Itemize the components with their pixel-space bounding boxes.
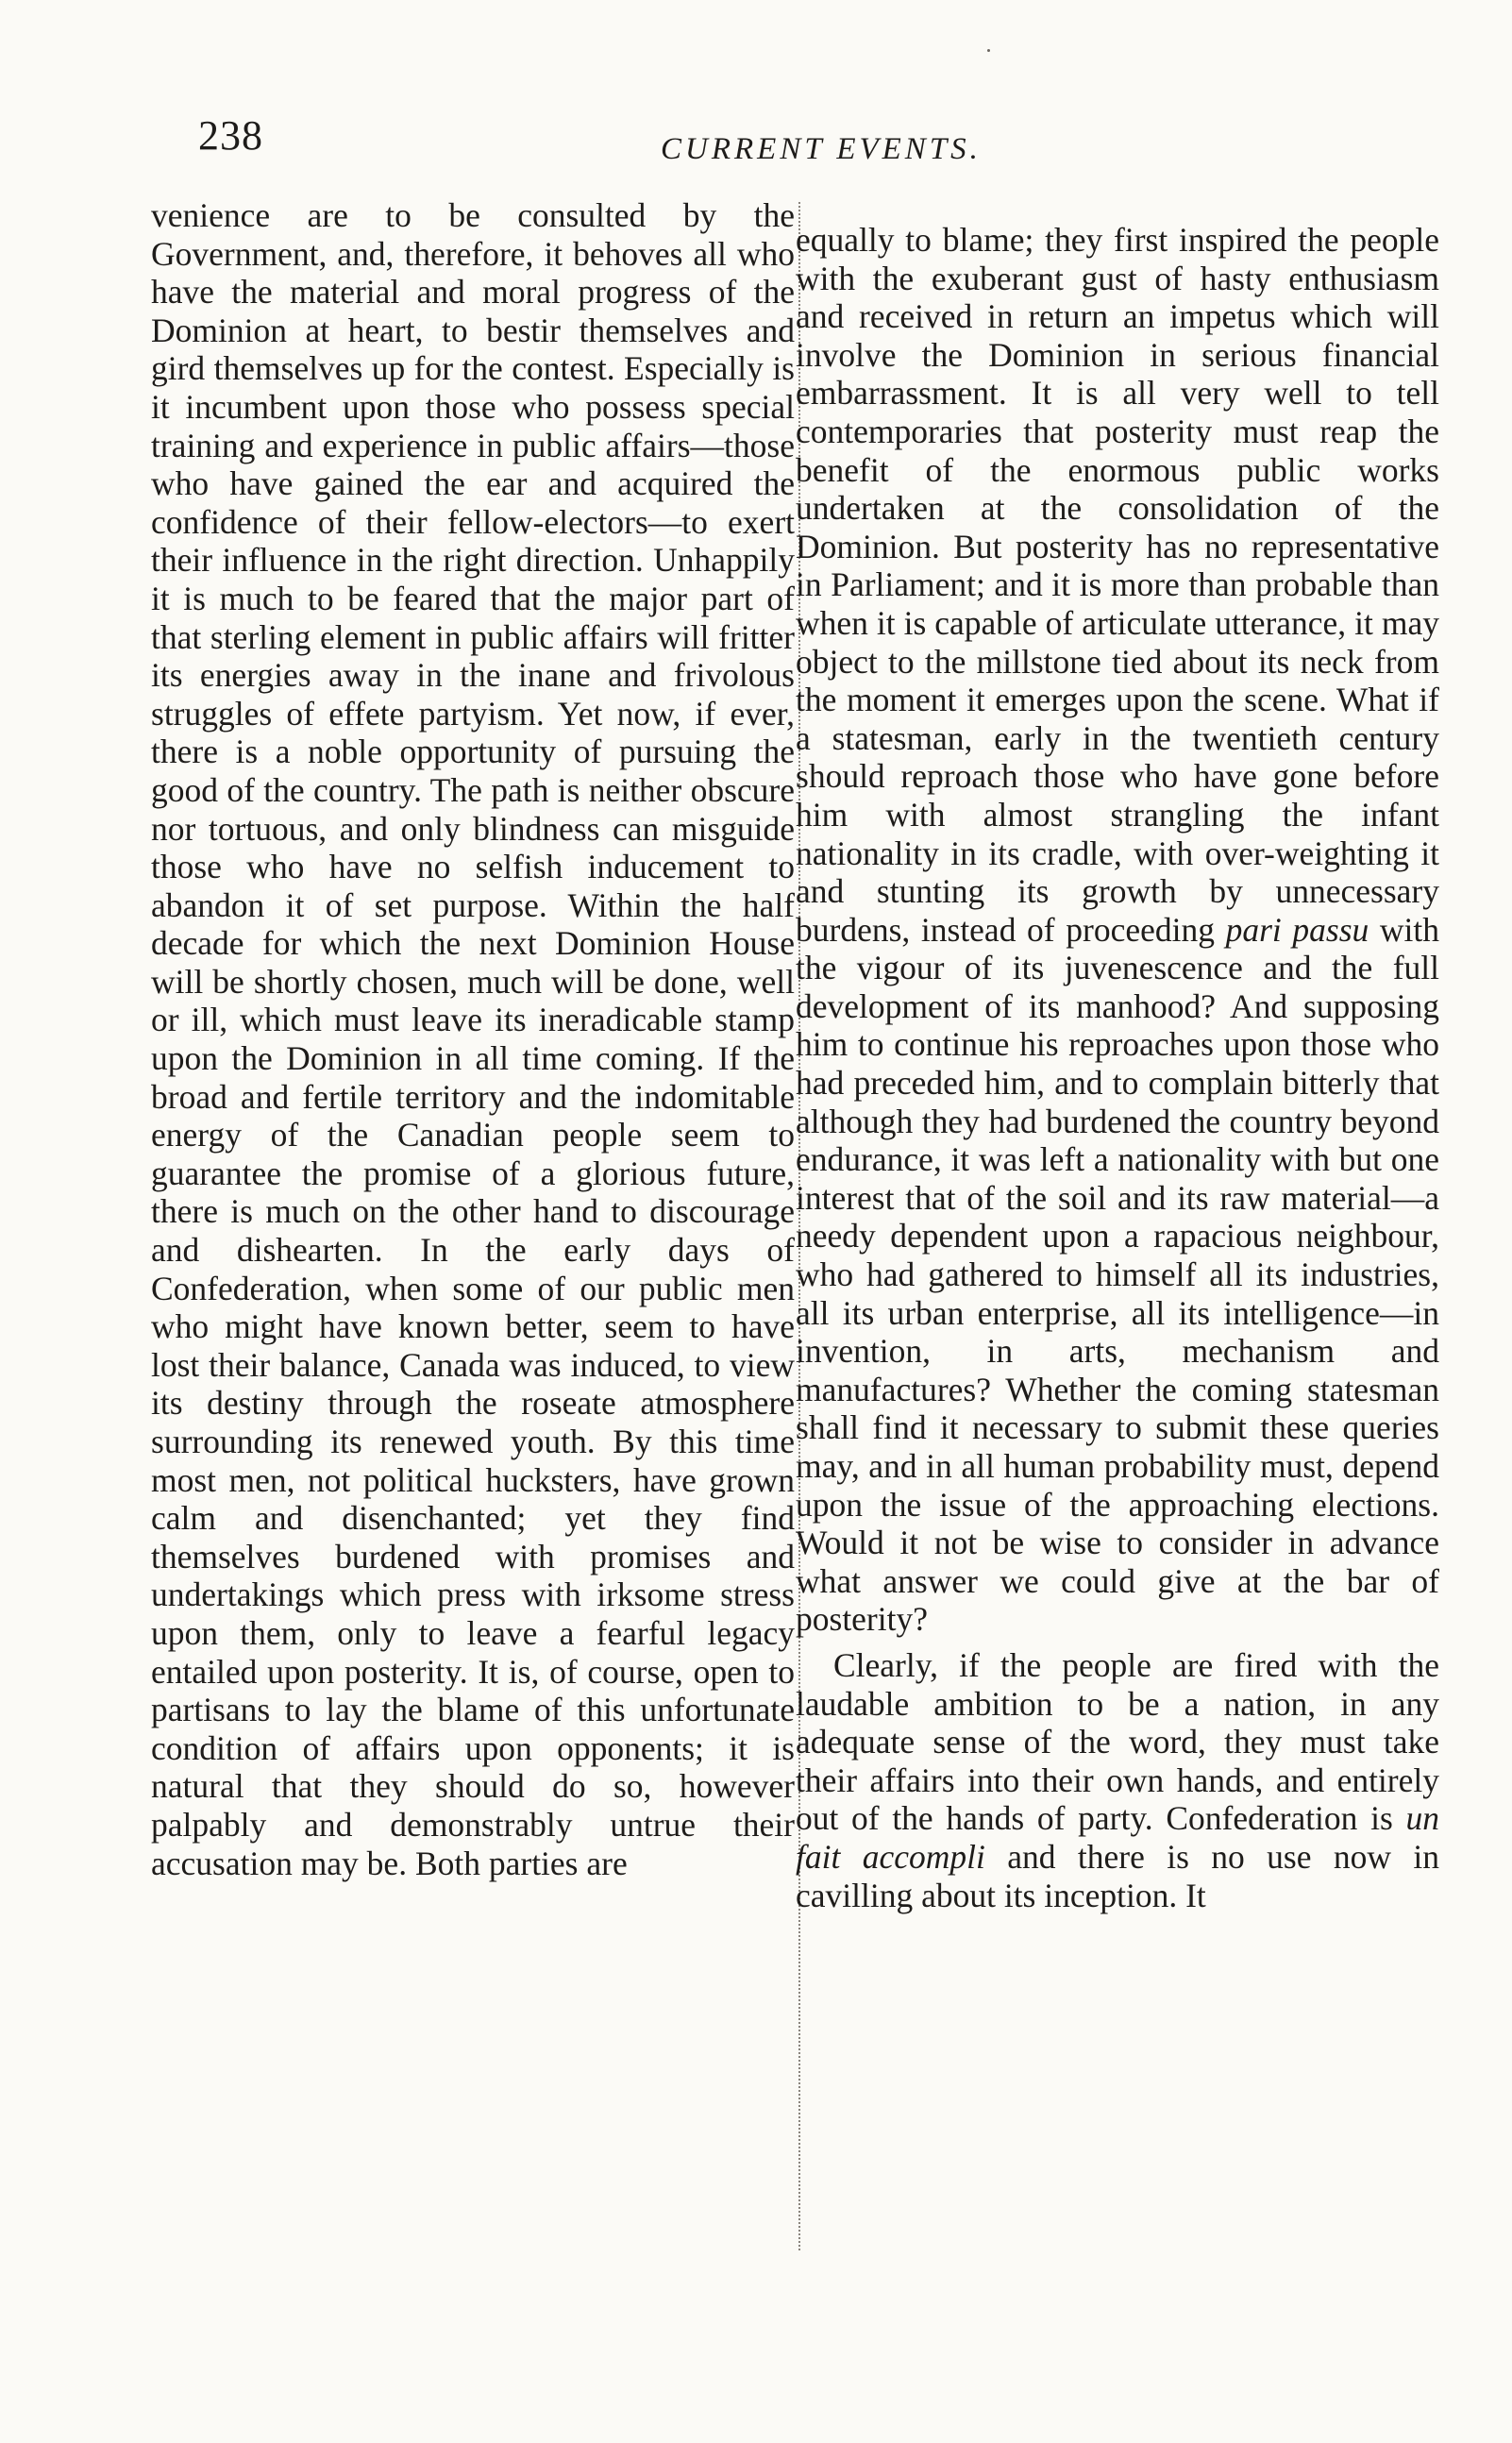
text-run: equally to blame; they first inspired the people with the exuberant gust of hasty enthusiasm and received in return an impetus which will involve the Dominion in serious financial embarrassment. It is all very well to tell contemporaries that posterity must reap the benefit of the enormous public works undertaken at the consolidation of the Dominion. But posterity has no representative in Parliament; and it is more than probable than when it is capable of articulate utterance, it may object to the millstone tied about its neck from the moment it emerges upon the scene. What if a statesman, early in the twentieth century should reproach those who have gone before him with almost strangling the infant nationality in its cradle, with over-weighting it and stunting its growth by unnecessary burdens, instead of proceeding	[796, 221, 1439, 949]
left-paragraph: venience are to be consulted by the Government, and, therefore, it behoves all who have the material and moral progress of the Dominion at heart, to bestir themselves and gird themselves up for the contest. Especially is it incumbent upon those who possess special training and experience in public affairs—those who have gained the ear and acquired the confidence of their fellow-electors—to exert their influence in the right direction. Unhappily it is much to be feared that the major part of that sterling element in public affairs will fritter its energies away in the inane and frivolous struggles of effete partyism. Yet now, if ever, there is a noble opportunity of pursuing the good of the country. The path is neither obscure nor tortuous, and only blindness can misguide those who have no selfish inducement to abandon it of set purpose. Within the half decade for which the next Dominion House will be shortly chosen, much will be done, well or ill, which must leave its ineradicable stamp upon the Dominion in all time coming. If the broad and fertile territory and the indomitable energy of the Canadian people seem to guarantee the promise of a glorious future, there is much on the other hand to discourage and dishearten. In the early days of Confederation, when some of our public men who might have known better, seem to have lost their balance, Canada was induced, to view its destiny through the roseate atmosphere surrounding its renewed youth. By this time most men, not political hucksters, have grown calm and disenchanted; yet they find themselves burdened with promises and undertakings which press with irksome stress upon them, only to leave a fearful legacy entailed upon posterity. It is, of course, open to partisans to lay the blame of this unfortunate condition of affairs upon opponents; it is natural that they should do so, however palpably and demonstrably untrue their accusation may be. Both parties are	[151, 196, 795, 1882]
text-run: Clearly, if the people are fired with the laudable ambition to be a nation, in any adequate sense of the word, they must take their affairs into their own hands, and entirely out of the hands of party. Confederation is	[796, 1645, 1439, 1838]
italic-phrase-fait-accompli: un fait accompli	[796, 1799, 1439, 1876]
left-column	[151, 196, 795, 1882]
page-number: 238	[198, 112, 263, 159]
right-paragraph-2	[796, 1646, 1439, 1914]
text-run: and there is no use now in cavilling about its inception. It	[796, 1837, 1439, 1914]
right-paragraph-1	[796, 221, 1439, 1639]
italic-phrase-pari-passu: pari passu	[1225, 910, 1369, 949]
print-speck	[987, 49, 990, 52]
right-column	[796, 221, 1439, 1914]
text-run: with the vigour of its juvenescence and the full development of its manhood? And supposing him to continue his reproaches upon those who had preceded him, and to complain bitterly that although they had burdened the country beyond endurance, it was left a nationality with but one interest that of the soil and its raw material—a needy dependent upon a rapacious neighbour, who had gathered to himself all its industries, all its urban enterprise, all its intelligence—in invention, in arts, mechanism and manufactures? Whether the coming statesman shall find it necessary to submit these queries may, and in all human probability must, depend upon the issue of the approaching elections. Would it not be wise to consider in advance what answer we could give at the bar of posterity?	[796, 910, 1439, 1639]
running-head: CURRENT EVENTS.	[661, 132, 982, 166]
